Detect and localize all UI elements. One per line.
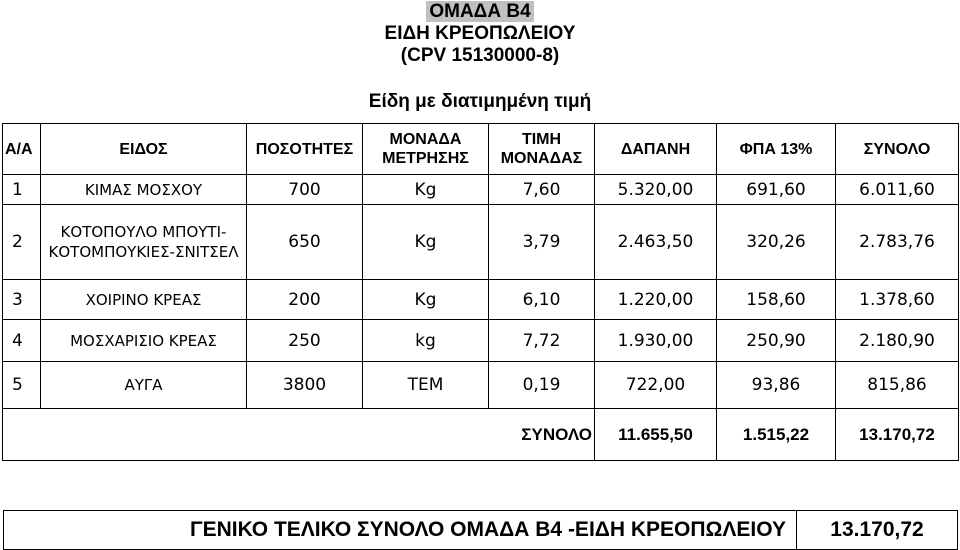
- unit: Kg: [363, 205, 489, 280]
- col-header-unit: ΜΟΝΑΔΑ ΜΕΤΡΗΣΗΣ: [363, 124, 489, 175]
- category-title: ΕΙΔΗ ΚΡΕΟΠΩΛΕΙΟΥ: [384, 23, 576, 44]
- col-header-item: ΕΙΔΟΣ: [41, 124, 247, 175]
- col-header-expense: ΔΑΠΑΝΗ: [595, 124, 717, 175]
- col-header-vat: ΦΠΑ 13%: [717, 124, 836, 175]
- unit-price: 6,10: [489, 280, 595, 320]
- table-row: [3, 320, 959, 362]
- vat: 158,60: [717, 280, 836, 320]
- totals-row: [3, 409, 959, 461]
- col-header-total: ΣΥΝΟΛΟ: [836, 124, 959, 175]
- quantity: 3800: [247, 362, 363, 409]
- quantity: 700: [247, 175, 363, 205]
- row-number: 4: [3, 320, 41, 362]
- grand-total-value: 13.170,72: [797, 511, 958, 550]
- item-name: ΑΥΓΑ: [41, 362, 247, 409]
- item-name: ΚΟΤΟΠΟΥΛΟ ΜΠΟΥΤΙ-ΚΟΤΟΜΠΟΥΚΙΕΣ-ΣΝΙΤΣΕΛ: [41, 205, 247, 280]
- cpv-code: (CPV 15130000-8): [400, 45, 560, 66]
- expense: 2.463,50: [595, 205, 717, 280]
- item-name: ΧΟΙΡΙΝΟ ΚΡΕΑΣ: [41, 280, 247, 320]
- total: 815,86: [836, 362, 959, 409]
- item-name: ΜΟΣΧΑΡΙΣΙΟ ΚΡΕΑΣ: [41, 320, 247, 362]
- totals-vat: 1.515,22: [717, 409, 836, 461]
- table-row: [3, 362, 959, 409]
- item-name: ΚΙΜΑΣ ΜΟΣΧΟΥ: [41, 175, 247, 205]
- col-header-quantity: ΠΟΣΟΤΗΤΕΣ: [247, 124, 363, 175]
- expense: 5.320,00: [595, 175, 717, 205]
- quantity: 650: [247, 205, 363, 280]
- expense: 1.930,00: [595, 320, 717, 362]
- group-title: [0, 1, 960, 23]
- total: 2.783,76: [836, 205, 959, 280]
- totals-label: ΣΥΝΟΛΟ: [3, 409, 595, 461]
- unit-price: 0,19: [489, 362, 595, 409]
- expense: 1.220,00: [595, 280, 717, 320]
- totals-expense: 11.655,50: [595, 409, 717, 461]
- grand-total-row: [4, 511, 958, 550]
- grand-total-table: [3, 510, 958, 550]
- grand-total-label: ΓΕΝΙΚΟ ΤΕΛΙΚΟ ΣΥΝΟΛΟ ΟΜΑΔΑ Β4 -ΕΙΔΗ ΚΡΕΟΠΩΛΕΙΟΥ: [4, 511, 797, 550]
- unit: Kg: [363, 280, 489, 320]
- vat: 691,60: [717, 175, 836, 205]
- unit-price: 7,72: [489, 320, 595, 362]
- unit: Kg: [363, 175, 489, 205]
- unit-price: 3,79: [489, 205, 595, 280]
- total: 1.378,60: [836, 280, 959, 320]
- totals-total: 13.170,72: [836, 409, 959, 461]
- vat: 93,86: [717, 362, 836, 409]
- section-subtitle: Είδη με διατιμημένη τιμή: [368, 91, 592, 112]
- row-number: 5: [3, 362, 41, 409]
- table-row: [3, 280, 959, 320]
- row-number: 3: [3, 280, 41, 320]
- table-row: [3, 205, 959, 280]
- row-number: 2: [3, 205, 41, 280]
- total: 6.011,60: [836, 175, 959, 205]
- total: 2.180,90: [836, 320, 959, 362]
- expense: 722,00: [595, 362, 717, 409]
- table-header-row: [3, 124, 959, 175]
- vat: 320,26: [717, 205, 836, 280]
- row-number: 1: [3, 175, 41, 205]
- unit: kg: [363, 320, 489, 362]
- group-title-text: ΟΜΑΔΑ Β4: [426, 1, 533, 22]
- vat: 250,90: [717, 320, 836, 362]
- quantity: 250: [247, 320, 363, 362]
- unit-price: 7,60: [489, 175, 595, 205]
- col-header-aa: Α/Α: [3, 124, 41, 175]
- items-table: [2, 123, 959, 461]
- col-header-unit-price: ΤΙΜΗ ΜΟΝΑΔΑΣ: [489, 124, 595, 175]
- quantity: 200: [247, 280, 363, 320]
- table-row: [3, 175, 959, 205]
- unit: ΤΕΜ: [363, 362, 489, 409]
